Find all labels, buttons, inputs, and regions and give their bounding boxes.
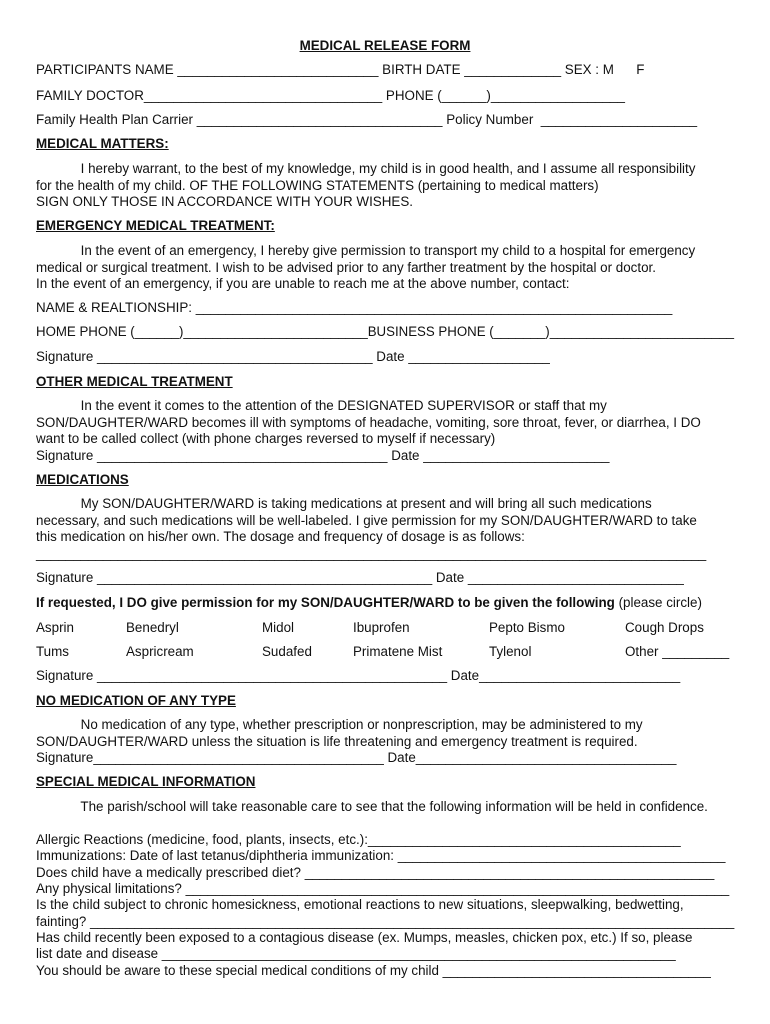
dosage-line[interactable]: __________________________________________________________________________________________ — [36, 546, 707, 561]
option-tylenol[interactable]: Tylenol — [489, 644, 532, 659]
medical-matters-heading: MEDICAL MATTERS: — [36, 136, 169, 151]
physical-limitations-line[interactable]: Any physical limitations? _________________________________________________________________________ — [36, 881, 730, 896]
no-medication-heading: NO MEDICATION OF ANY TYPE — [36, 693, 236, 708]
medications-heading: MEDICATIONS — [36, 472, 129, 487]
permission-bold-text: If requested, I DO give permission for my SON/DAUGHTER/WARD to be given the following — [36, 595, 615, 610]
other-treatment-text: SON/DAUGHTER/WARD becomes ill with symptoms of headache, vomiting, sore throat, fever, or diarrhea, I DO — [36, 415, 701, 430]
option-benedryl[interactable]: Benedryl — [126, 620, 179, 635]
medications-text: necessary, and such medications will be well-labeled. I give permission for my SON/DAUGHTER/WARD to take — [36, 513, 697, 528]
special-conditions-line[interactable]: You should be aware to these special medical conditions of my child ____________________________________ — [36, 963, 711, 978]
fainting-line[interactable]: fainting? _______________________________________________________________________________________ — [36, 914, 735, 929]
emergency-text: In the event of an emergency, I hereby give permission to transport my child to a hospital for emergency — [36, 243, 696, 258]
option-midol[interactable]: Midol — [262, 620, 294, 635]
option-sudafed[interactable]: Sudafed — [262, 644, 312, 659]
contact-name-relationship-line[interactable]: NAME & REALTIONSHIP: ________________________________________________________________ — [36, 300, 673, 315]
no-medication-text: SON/DAUGHTER/WARD unless the situation is life threatening and emergency treatment is required. — [36, 734, 638, 749]
emergency-heading: EMERGENCY MEDICAL TREATMENT: — [36, 218, 275, 233]
other-treatment-heading: OTHER MEDICAL TREATMENT — [36, 374, 233, 389]
option-primatene-mist[interactable]: Primatene Mist — [353, 644, 443, 659]
other-treatment-signature-date-line[interactable]: Signature _______________________________________ Date _________________________ — [36, 448, 610, 463]
homesickness-question-text: Is the child subject to chronic homesickness, emotional reactions to new situations, sleepwalking, bedwetting, — [36, 897, 684, 912]
option-other[interactable]: Other _________ — [625, 644, 730, 659]
permission-tail-text: (please circle) — [614, 595, 702, 610]
disease-date-line[interactable]: list date and disease _____________________________________________________________________ — [36, 946, 676, 961]
permission-statement — [36, 595, 702, 611]
home-business-phone-line[interactable]: HOME PHONE (______)_________________________BUSINESS PHONE (_______)_________________________ — [36, 324, 735, 339]
prescribed-diet-line[interactable]: Does child have a medically prescribed diet? _______________________________________________________ — [36, 865, 715, 880]
medications-text: this medication on his/her own. The dosage and frequency of dosage is as follows: — [36, 529, 525, 544]
emergency-signature-date-line[interactable]: Signature _____________________________________ Date ___________________ — [36, 349, 550, 364]
family-doctor-phone-line[interactable]: FAMILY DOCTOR________________________________ PHONE (______)__________________ — [36, 88, 625, 103]
form-title: MEDICAL RELEASE FORM — [299, 38, 471, 53]
medications-signature-date-line[interactable]: Signature _____________________________________________ Date _____________________________ — [36, 570, 684, 585]
option-asprin[interactable]: Asprin — [36, 620, 74, 635]
no-medication-text: No medication of any type, whether prescription or nonprescription, may be administered to my — [36, 717, 643, 732]
emergency-text: In the event of an emergency, if you are unable to reach me at the above number, contact: — [36, 276, 570, 291]
medical-matters-text: SIGN ONLY THOSE IN ACCORDANCE WITH YOUR WISHES. — [36, 194, 413, 209]
other-treatment-text: In the event it comes to the attention of the DESIGNATED SUPERVISOR or staff that my — [36, 398, 607, 413]
medical-matters-text: I hereby warrant, to the best of my knowledge, my child is in good health, and I assume all responsibility — [36, 161, 696, 176]
contagious-disease-question-text: Has child recently been exposed to a contagious disease (ex. Mumps, measles, chicken pox, etc.) If so, please — [36, 930, 693, 945]
medications-text: My SON/DAUGHTER/WARD is taking medications at present and will bring all such medications — [36, 496, 652, 511]
option-cough-drops[interactable]: Cough Drops — [625, 620, 704, 635]
other-treatment-text: want to be called collect (with phone charges reversed to myself if necessary) — [36, 431, 496, 446]
option-tums[interactable]: Tums — [36, 644, 69, 659]
option-aspricream[interactable]: Aspricream — [126, 644, 194, 659]
immunizations-line[interactable]: Immunizations: Date of last tetanus/diphtheria immunization: ____________________________________________ — [36, 848, 726, 863]
emergency-text: medical or surgical treatment. I wish to be advised prior to any farther treatment by the hospital or doctor. — [36, 260, 656, 275]
special-info-intro: The parish/school will take reasonable care to see that the following information will be held in confidence. — [36, 799, 708, 814]
special-info-heading: SPECIAL MEDICAL INFORMATION — [36, 774, 256, 789]
permission-signature-date-line[interactable]: Signature _______________________________________________ Date___________________________ — [36, 668, 681, 683]
medical-matters-text: for the health of my child. OF THE FOLLOWING STATEMENTS (pertaining to medical matters) — [36, 178, 599, 193]
no-medication-signature-date-line[interactable]: Signature_______________________________________ Date___________________________________ — [36, 750, 677, 765]
option-ibuprofen[interactable]: Ibuprofen — [353, 620, 410, 635]
participant-birthdate-sex-line[interactable]: PARTICIPANTS NAME ___________________________ BIRTH DATE _____________ SEX : M F — [36, 62, 645, 77]
allergic-reactions-line[interactable]: Allergic Reactions (medicine, food, plants, insects, etc.):__________________________________________ — [36, 832, 681, 847]
health-plan-policy-line[interactable]: Family Health Plan Carrier _________________________________ Policy Number _____________________ — [36, 112, 698, 127]
option-pepto-bismo[interactable]: Pepto Bismo — [489, 620, 565, 635]
